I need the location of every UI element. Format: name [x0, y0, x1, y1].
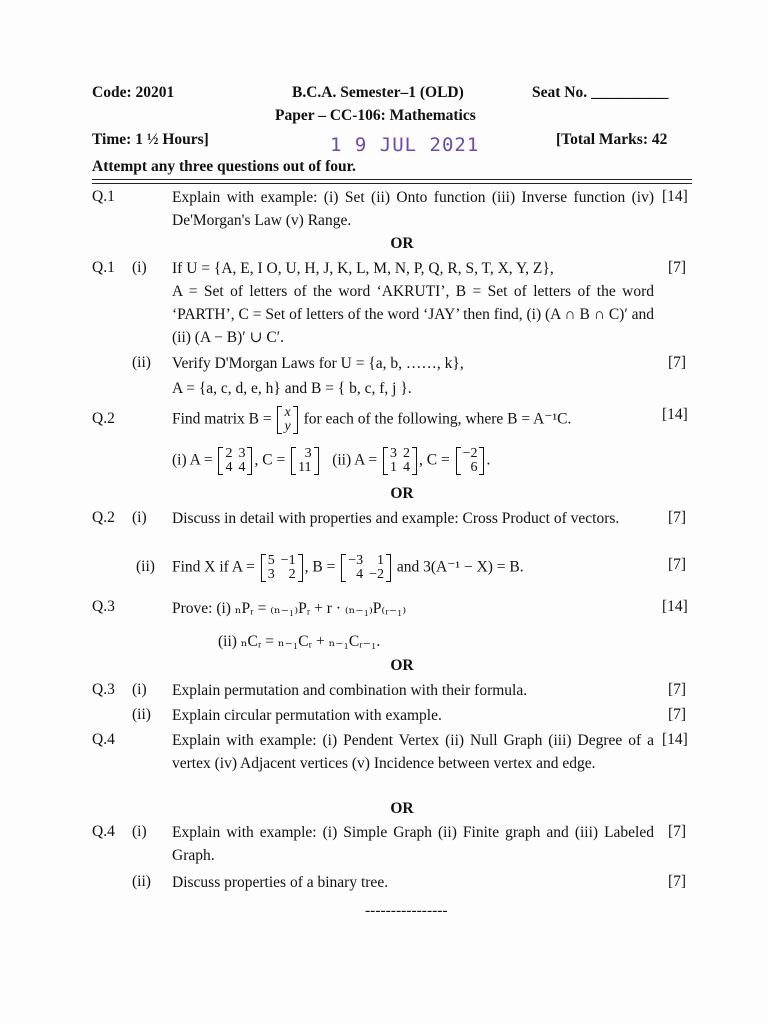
question-number: Q.1 [92, 259, 115, 276]
question-marks: [14] [662, 188, 688, 205]
sub-question-number: (ii) [132, 706, 151, 723]
course-title: B.C.A. Semester–1 (OLD) [292, 84, 464, 101]
question-text: Explain permutation and combination with their formula. [172, 682, 528, 699]
question-marks: [14] [662, 731, 688, 748]
question-number: Q.3 [92, 598, 115, 615]
question-text: Find X if A = 5 −1 3 2 , B = −3 1 4 −2 and 3(A⁻¹ − X) = B. [172, 553, 524, 582]
question-marks: [7] [668, 873, 687, 890]
question-marks: [7] [668, 509, 687, 526]
header-rule-bottom [92, 183, 692, 184]
question-text: (ii) ₙCᵣ = ₙ₋₁Cᵣ + ₙ₋₁Cᵣ₋₁. [218, 633, 381, 650]
question-marks: [7] [668, 681, 687, 698]
question-text: Explain with example: (i) Simple Graph (ii) Finite graph and (iii) Labeled Graph. [172, 824, 654, 864]
question-text: Discuss properties of a binary tree. [172, 874, 389, 891]
question-text: Discuss in detail with properties and example: Cross Product of vectors. [172, 510, 620, 527]
question-marks: [7] [668, 556, 687, 573]
or-separator: OR [390, 235, 414, 252]
paper-title: Paper – CC-106: Mathematics [275, 107, 476, 124]
question-marks: [14] [662, 406, 688, 423]
time-label: Time: 1 ½ Hours] [92, 131, 209, 148]
sub-question-number: (i) [132, 823, 147, 840]
question-number: Q.4 [92, 731, 115, 748]
question-marks: [14] [662, 598, 688, 615]
matrix-a3: 5 −1 3 2 [261, 554, 303, 582]
question-number: Q.2 [92, 410, 115, 427]
question-text: A = {a, c, d, e, h} and B = { b, c, f, j }. [172, 380, 412, 397]
matrix-b: x y [277, 406, 297, 434]
sub-question-number: (ii) [132, 354, 151, 371]
question-marks: [7] [668, 259, 687, 276]
question-marks: [7] [668, 354, 687, 371]
matrix-a2: 3 2 1 4 [383, 447, 417, 475]
end-dashes: ---------------- [365, 902, 448, 919]
question-marks: [7] [668, 706, 687, 723]
question-number: Q.1 [92, 188, 115, 205]
instruction: Attempt any three questions out of four. [92, 158, 356, 175]
question-number: Q.2 [92, 509, 115, 526]
question-text: Find matrix B = x y for each of the following, where B = A⁻¹C. [172, 405, 572, 434]
or-separator: OR [390, 657, 414, 674]
sub-question-number: (i) [132, 509, 147, 526]
matrix-b3: −3 1 4 −2 [341, 554, 391, 582]
sub-question-number: (ii) [132, 873, 151, 890]
matrix-c2: −2 6 [456, 447, 485, 475]
question-text: Explain with example: (i) Set (ii) Onto function (iii) Inverse function (iv) De'Morgan's Law (v) Range. [172, 189, 654, 229]
question-number: Q.4 [92, 823, 115, 840]
question-text: Verify D'Morgan Laws for U = {a, b, ……, k}, [172, 355, 464, 372]
header-rule-top [92, 179, 692, 180]
total-marks: [Total Marks: 42 [556, 131, 668, 148]
question-text: A = Set of letters of the word ‘AKRUTI’, B = Set of letters of the word ‘PARTH’, C = Set of letters of the word ‘JAY’ then find, (i) (A ∩ B ∩ C)′ and (ii) (A − B)′ ∪ C′. [172, 283, 654, 346]
question-text: Prove: (i) ₙPᵣ = ₍ₙ₋₁₎Pᵣ + r · ₍ₙ₋₁₎P₍ᵣ₋₁₎ [172, 600, 407, 617]
question-text: Explain circular permutation with example. [172, 707, 442, 724]
question-text: Explain with example: (i) Pendent Vertex (ii) Null Graph (iii) Degree of a vertex (iv) Adjacent vertices (v) Incidence between vertex and edge. [172, 732, 654, 772]
sub-question-number: (i) [132, 259, 147, 276]
matrix-row: (i) A = 2 3 4 4 , C = 3 11 (ii) A = 3 2 1 4 , C = −2 6 . [172, 446, 491, 475]
question-number: Q.3 [92, 681, 115, 698]
exam-code: Code: 20201 [92, 84, 175, 101]
or-separator: OR [390, 800, 414, 817]
matrix-a1: 2 3 4 4 [218, 447, 252, 475]
question-marks: [7] [668, 823, 687, 840]
sub-question-number: (ii) [136, 558, 155, 575]
or-separator: OR [390, 485, 414, 502]
sub-question-number: (i) [132, 681, 147, 698]
date-stamp: 1 9 JUL 2021 [330, 134, 480, 156]
seat-number: Seat No. __________ [532, 84, 669, 101]
matrix-c1: 3 11 [291, 447, 318, 475]
question-text: If U = {A, E, I O, U, H, J, K, L, M, N, P, Q, R, S, T, X, Y, Z}, [172, 260, 554, 277]
